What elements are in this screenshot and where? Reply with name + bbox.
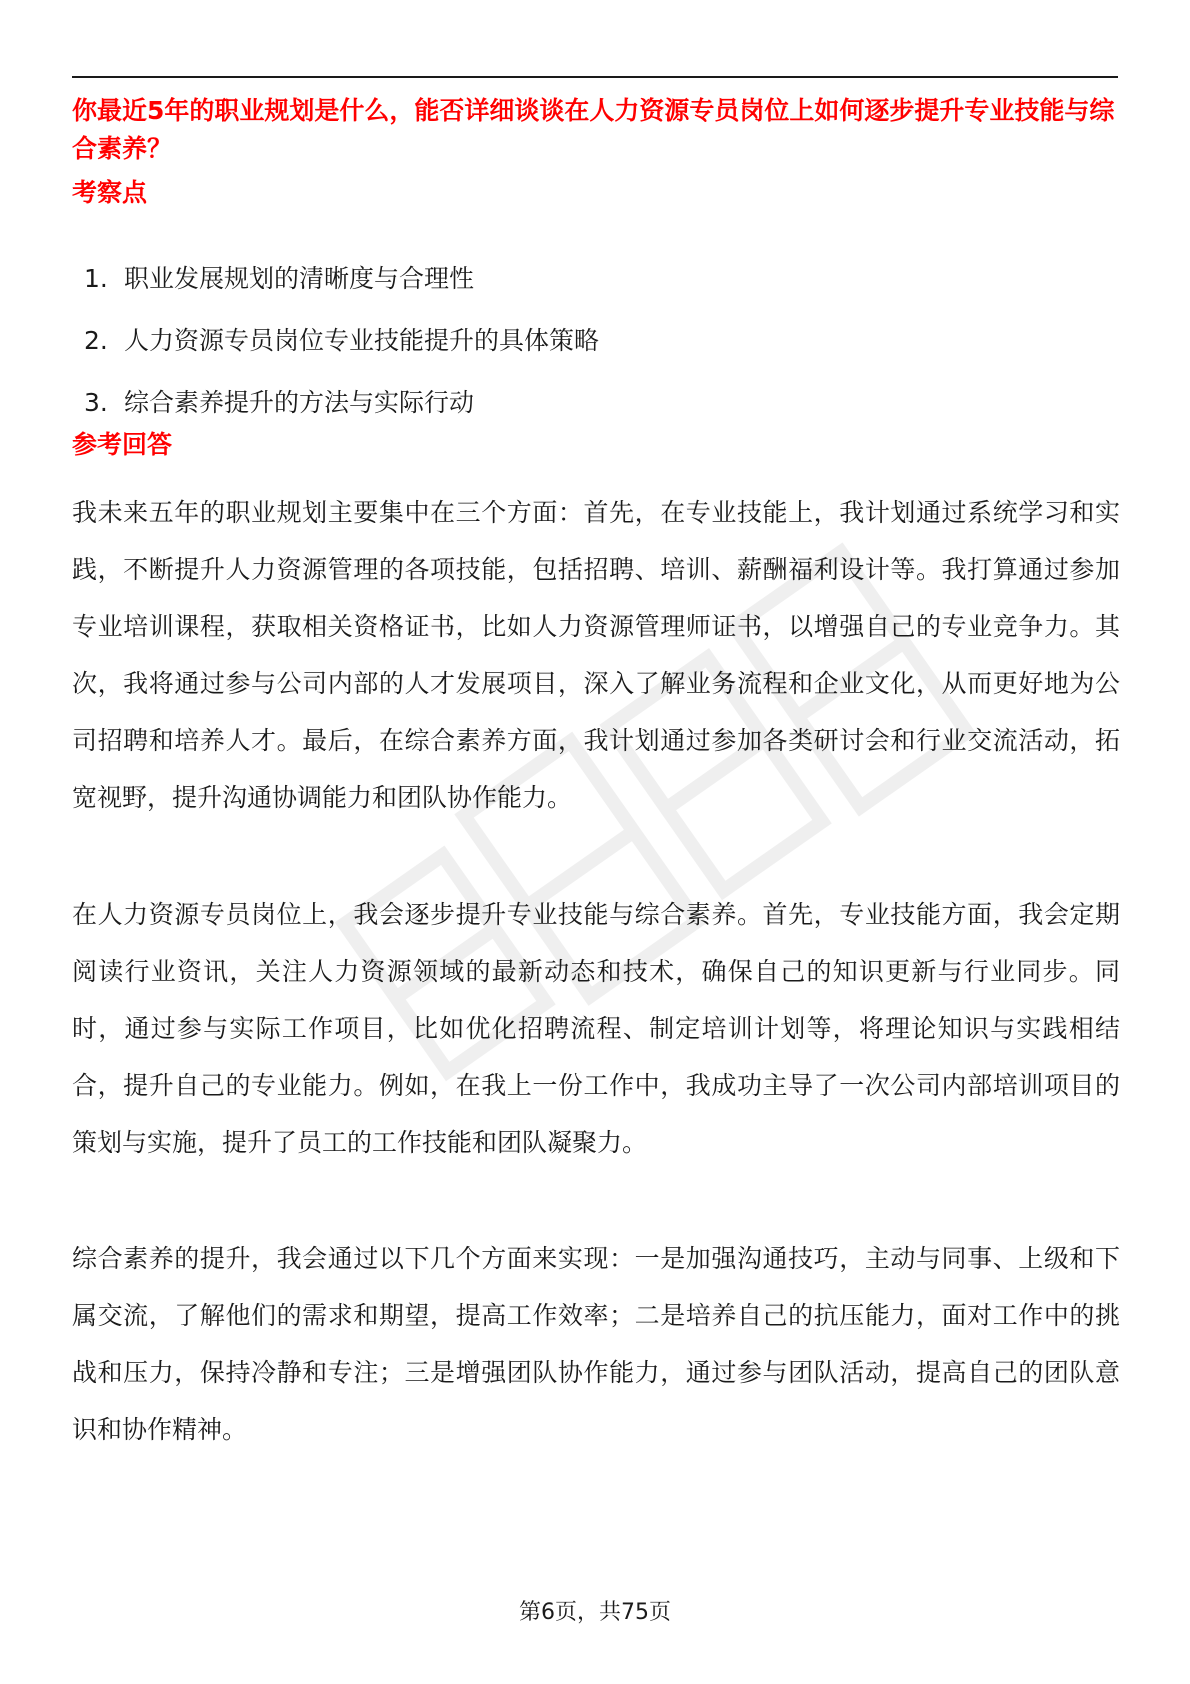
- list-item-text: 综合素养提升的方法与实际行动: [124, 388, 475, 417]
- list-item-text: 人力资源专员岗位专业技能提升的具体策略: [124, 326, 600, 355]
- list-item: [84, 262, 1084, 324]
- answer-paragraph-3: 综合素养的提升，我会通过以下几个方面来实现：一是加强沟通技巧，主动与同事、上级和下属交流，了解他们的需求和期望，提高工作效率；二是培养自己的抗压能力，面对工作中的挑战和压力，保持冷静和专注；三是增强团队协作能力，通过参与团队活动，提高自己的团队意识和协作精神。: [72, 1244, 1120, 1444]
- answer-paragraph-2: 在人力资源专员岗位上，我会逐步提升专业技能与综合素养。首先，专业技能方面，我会定期阅读行业资讯，关注人力资源领域的最新动态和技术，确保自己的知识更新与行业同步。同时，通过参与实际工作项目，比如优化招聘流程、制定培训计划等，将理论知识与实践相结合，提升自己的专业能力。例如，在我上一份工作中，我成功主导了一次公司内部培训项目的策划与实施，提升了员工的工作技能和团队凝聚力。: [72, 900, 1120, 1157]
- list-item-text: 职业发展规划的清晰度与合理性: [124, 264, 475, 293]
- page-footer: 第6页，共75页: [519, 1600, 671, 1625]
- top-divider: [72, 76, 1118, 78]
- points-heading: 考察点: [72, 178, 148, 207]
- answer-paragraph-1: 我未来五年的职业规划主要集中在三个方面：首先，在专业技能上，我计划通过系统学习和实践，不断提升人力资源管理的各项技能，包括招聘、培训、薪酬福利设计等。我打算通过参加专业培训课程，获取相关资格证书，比如人力资源管理师证书，以增强自己的专业竞争力。其次，我将通过参与公司内部的人才发展项目，深入了解业务流程和企业文化，从而更好地为公司招聘和培养人才。最后，在综合素养方面，我计划通过参加各类研讨会和行业交流活动，拓宽视野，提升沟通协调能力和团队协作能力。: [72, 498, 1120, 812]
- list-item: [84, 324, 1084, 386]
- answer-heading: 参考回答: [72, 430, 173, 459]
- list-item-number: 1.: [84, 264, 108, 293]
- list-item-number: 3.: [84, 388, 108, 417]
- question-title: 你最近5年的职业规划是什么，能否详细谈谈在人力资源专员岗位上如何逐步提升专业技能与综合素养？: [72, 96, 1115, 163]
- points-list: [84, 262, 1084, 448]
- list-item-number: 2.: [84, 326, 108, 355]
